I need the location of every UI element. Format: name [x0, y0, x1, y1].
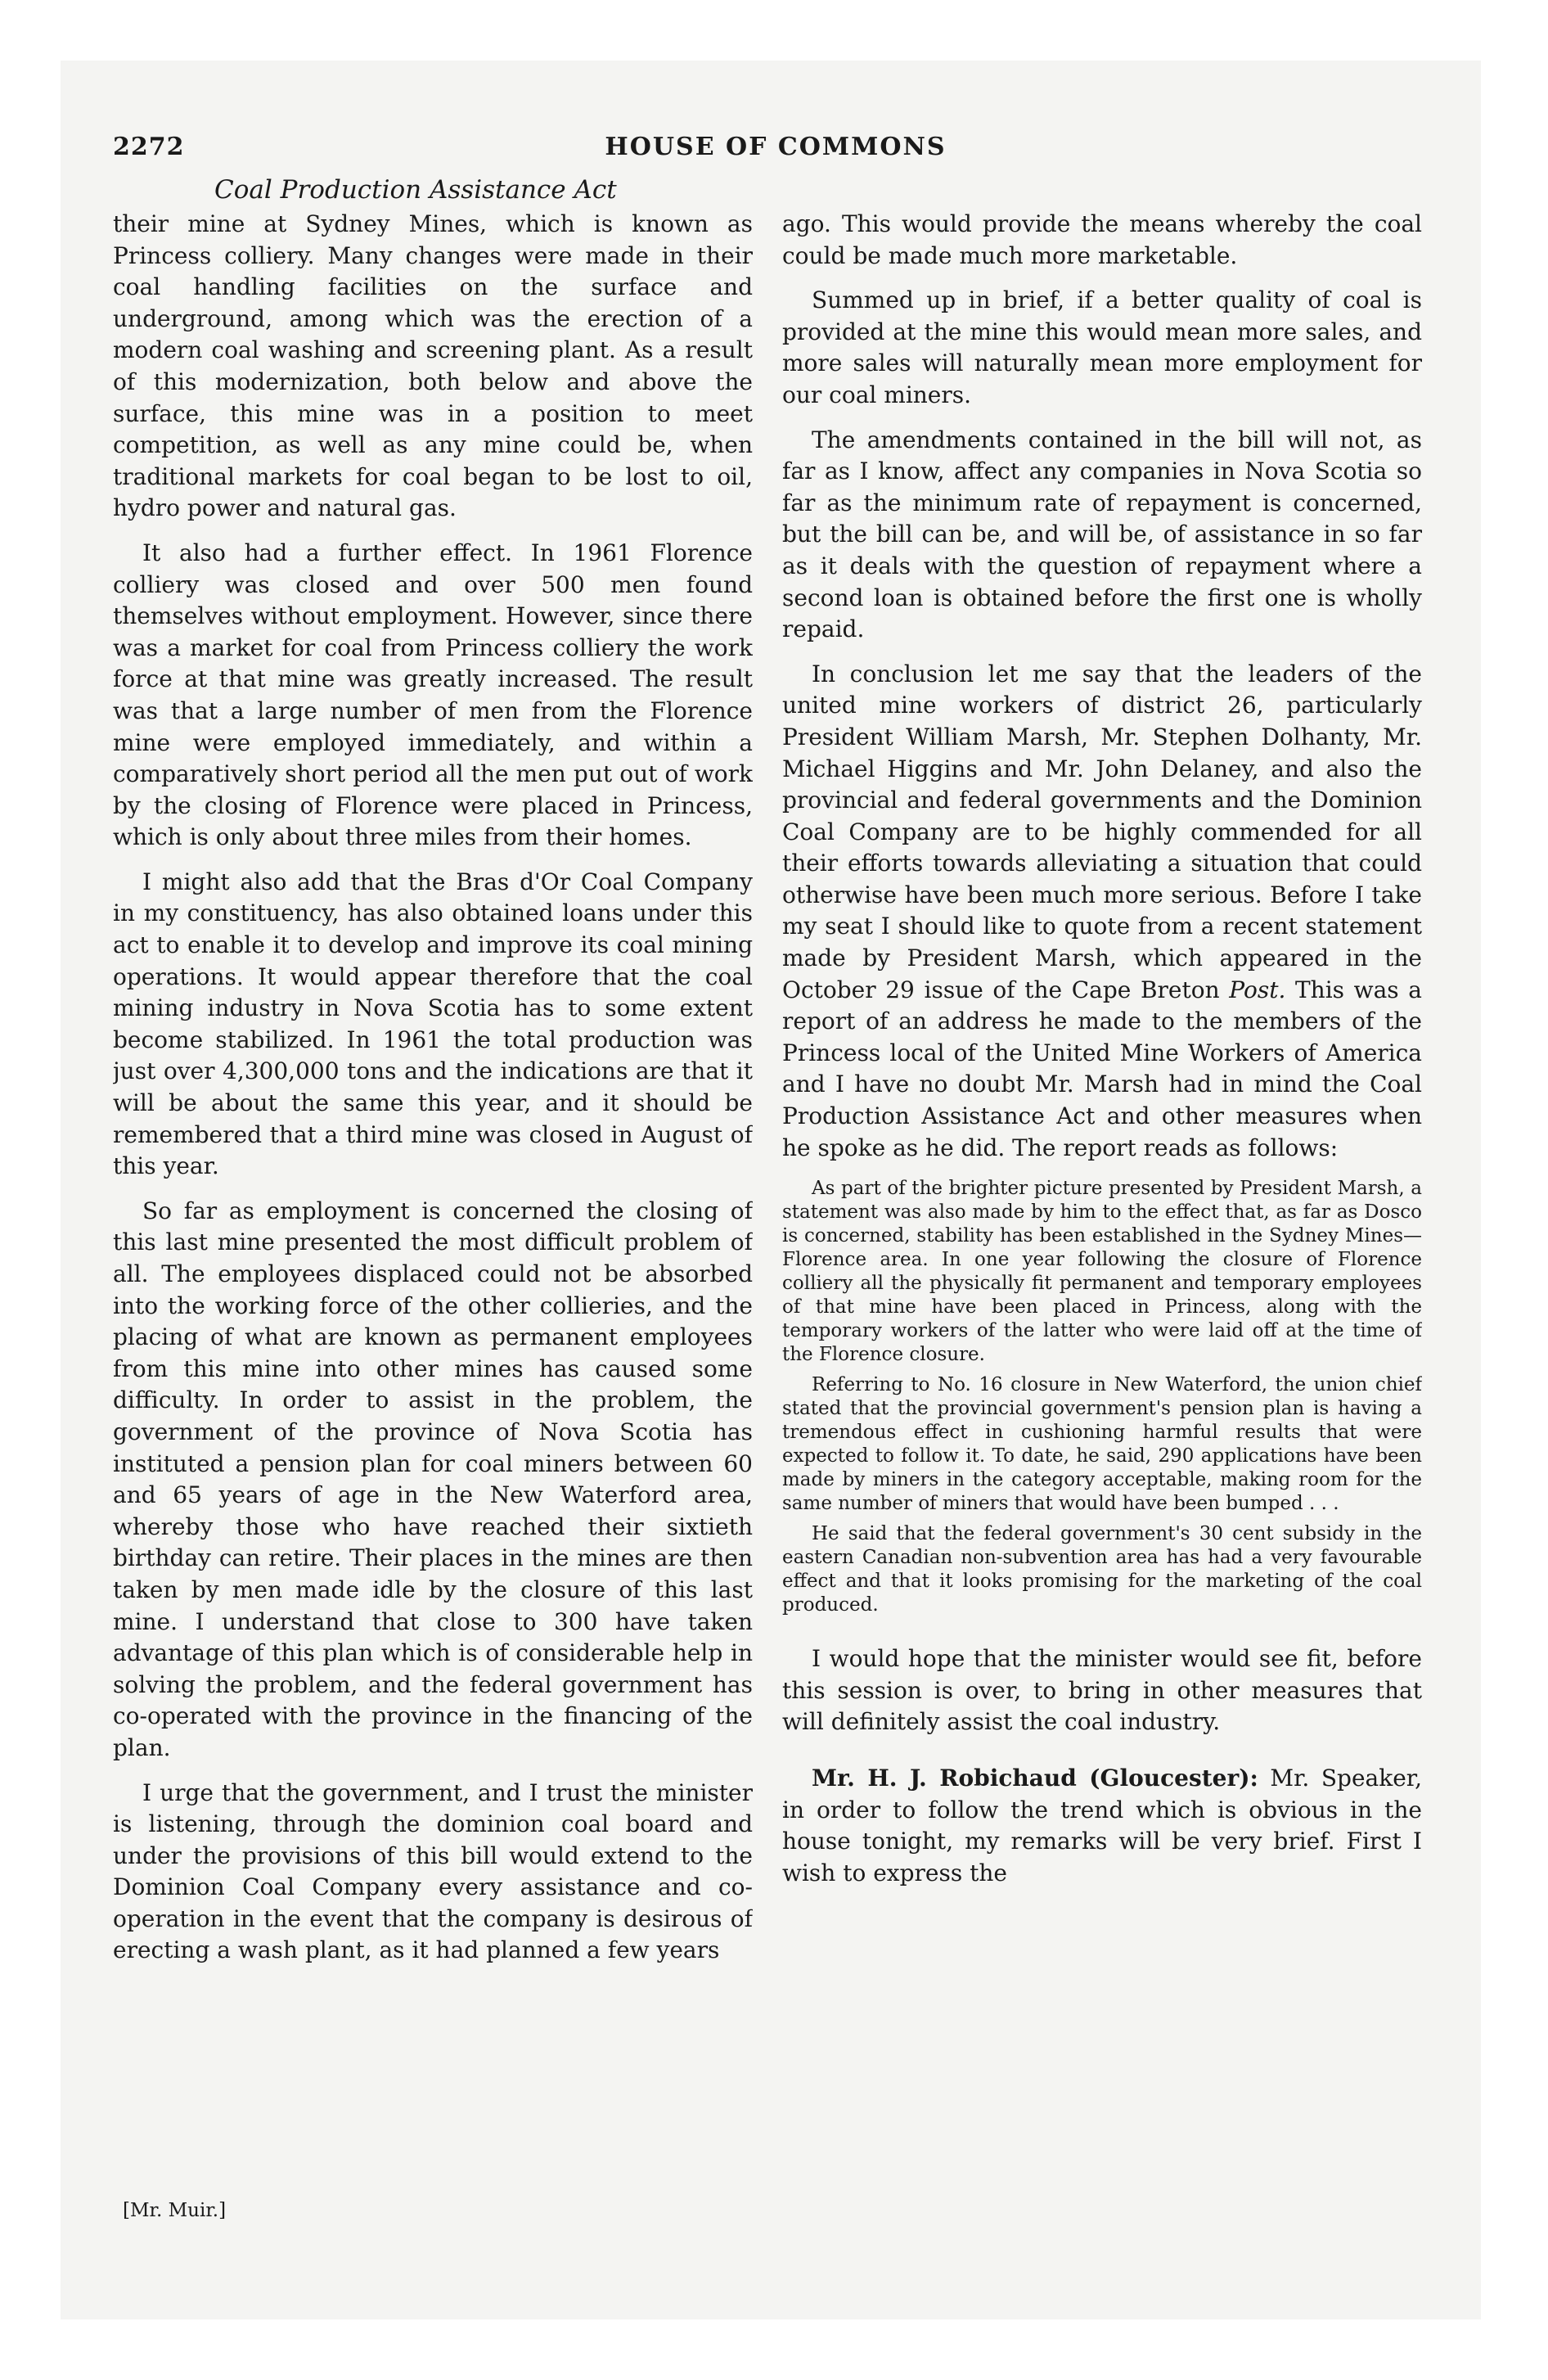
- page-footer: [Mr. Muir.]: [123, 2200, 227, 2221]
- paragraph: I would hope that the minister would see fit, before this session is over, to bring in other measures that will definitely assist the coal industry.: [782, 1645, 1422, 1736]
- speaker-name: Mr. H. J. Robichaud (Gloucester):: [812, 1765, 1258, 1792]
- paragraph-text: Mr. Speaker, in order to follow the trend which is obvious in the house tonight, my remarks will be very brief. First I wish to express the: [782, 1765, 1422, 1886]
- paragraph: So far as employment is concerned the closing of this last mine presented the most difficult problem of all. The employees displaced could not be absorbed into the working force of the other collieries, and the placing of what are known as permanent employees from this mine into other mines has caused some difficulty. In order to assist in the problem, the government of the province of Nova Scotia has instituted a pension plan for coal miners between 60 and 65 years of age in the New Waterford area, whereby those who have reached their sixtieth birthday can retire. Their places in the mines are then taken by men made idle by the closure of this last mine. I understand that close to 300 have taken advantage of this plan which is of considerable help in solving the problem, and the federal government has co-operated with the province in the financing of the plan.: [113, 1197, 753, 1761]
- paragraph: their mine at Sydney Mines, which is known as Princess colliery. Many changes were made in their coal handling facilities on the surface and underground, among which was the erection of a modern coal washing and screening plant. As a result of this modernization, both below and above the surface, this mine was in a position to meet competition, as well as any mine could be, when traditional markets for coal began to be lost to oil, hydro power and natural gas.: [113, 210, 753, 522]
- right-column: [782, 209, 1422, 2222]
- paragraph: [782, 659, 1422, 1165]
- page-header: [113, 133, 1438, 165]
- quote-paragraph: Referring to No. 16 closure in New Waterford, the union chief stated that the provincial government's pension plan is having a tremendous effect in cushioning harmful results that were expected to follow it. To date, he said, 290 applications have been made by miners in the category acceptable, making room for the same number of miners that would have been bumped . . .: [782, 1374, 1422, 1515]
- paragraph-text: This was a report of an address he made to the members of the Princess local of the United Mine Workers of America and I have no doubt Mr. Marsh had in mind the Coal Production Assistance Act and other measures when he spoke as he did. The report reads as follows:: [782, 976, 1422, 1161]
- newspaper-title: Post.: [1229, 976, 1286, 1003]
- page-number: 2272: [113, 133, 185, 161]
- paragraph: [782, 1763, 1422, 1889]
- left-column: [113, 209, 753, 2222]
- paragraph: I might also add that the Bras d'Or Coal Company in my constituency, has also obtained loans under this act to enable it to develop and improve its coal mining operations. It would appear therefore that the coal mining industry in Nova Scotia has to some extent become stabilized. In 1961 the total production was just over 4,300,000 tons and the indications are that it will be about the same this year, and it should be remembered that a third mine was closed in August of this year.: [113, 868, 753, 1180]
- section-subtitle: Coal Production Assistance Act: [214, 175, 617, 205]
- paragraph: Summed up in brief, if a better quality of coal is provided at the mine this would mean more sales, and more sales will naturally mean more employment for our coal miners.: [782, 286, 1422, 408]
- paragraph: ago. This would provide the means whereby the coal could be made much more marketable.: [782, 210, 1422, 269]
- paragraph: It also had a further effect. In 1961 Florence colliery was closed and over 500 men found themselves without employment. However, since there was a market for coal from Princess colliery the work force at that mine was greatly increased. The result was that a large number of men from the Florence mine were employed immediately, and within a comparatively short period all the men put out of work by the closing of Florence were placed in Princess, which is only about three miles from their homes.: [113, 539, 753, 851]
- quote-paragraph: As part of the brighter picture presented by President Marsh, a statement was also made by him to the effect that, as far as Dosco is concerned, stability has been established in the Sydney Mines—Florence area. In one year following the closure of Florence colliery all the physically fit permanent and temporary employees of that mine have been placed in Princess, along with the temporary workers of the latter who were laid off at the time of the Florence closure.: [782, 1178, 1422, 1366]
- paragraph: I urge that the government, and I trust the minister is listening, through the dominion coal board and under the provisions of this bill would extend to the Dominion Coal Company every assistance and co-operation in the event that the company is desirous of erecting a wash plant, as it had planned a few years: [113, 1778, 753, 1964]
- page-title: HOUSE OF COMMONS: [605, 133, 947, 161]
- quoted-report: [782, 1177, 1422, 1617]
- quote-paragraph: He said that the federal government's 30 cent subsidy in the eastern Canadian non-subvention area has had a very favourable effect and that it looks promising for the marketing of the coal produced.: [782, 1523, 1422, 1616]
- paragraph: The amendments contained in the bill will not, as far as I know, affect any companies in Nova Scotia so far as the minimum rate of repayment is concerned, but the bill can be, and will be, of assistance in so far as it deals with the question of repayment where a second loan is obtained before the first one is wholly repaid.: [782, 426, 1422, 643]
- paragraph-text: In conclusion let me say that the leaders of the united mine workers of district 26, particularly President William Marsh, Mr. Stephen Dolhanty, Mr. Michael Higgins and Mr. John Delaney, and also the provincial and federal governments and the Dominion Coal Company are to be highly commended for all their efforts towards alleviating a situation that could otherwise have been much more serious. Before I take my seat I should like to quote from a recent statement made by President Marsh, which appeared in the October 29 issue of the Cape Breton: [782, 660, 1422, 1003]
